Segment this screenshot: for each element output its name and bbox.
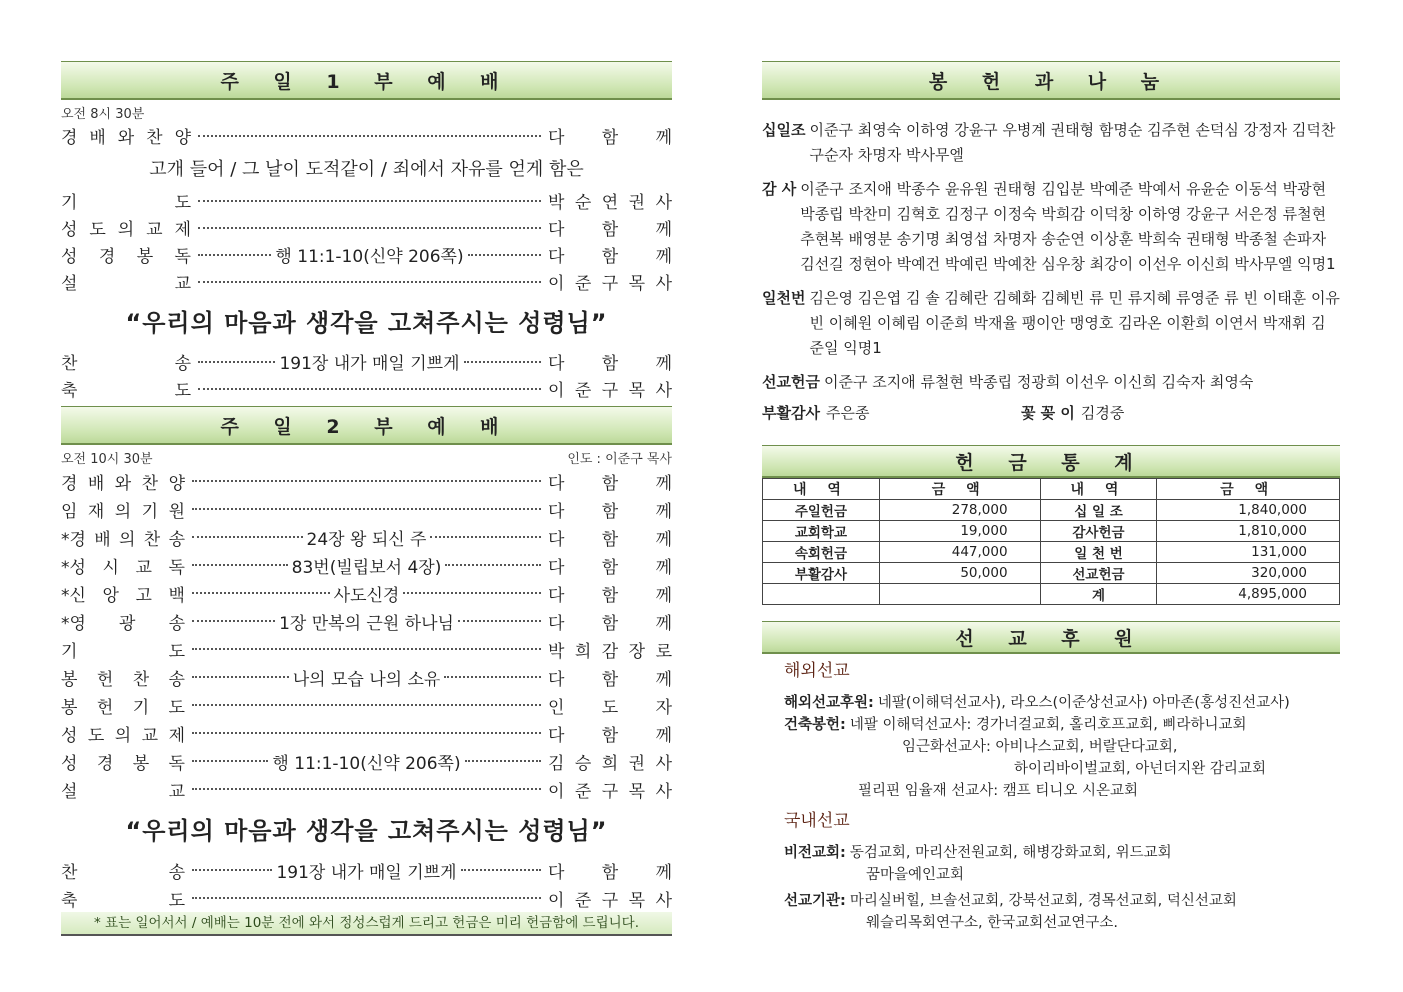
order-label: 찬 송 (61, 354, 191, 374)
order-detail: 행 11:1-10(신약 206쪽) (275, 247, 464, 267)
order-row (61, 214, 672, 241)
build-offering (762, 714, 1340, 736)
order-person: 이 준 구 목 사 (548, 890, 672, 911)
order-row (61, 856, 672, 884)
service1-rows-a (61, 122, 672, 149)
vision-churches (762, 842, 1340, 864)
order-person: 김 승 희 권 사 (548, 753, 672, 774)
order-person: 다 함 께 (548, 354, 672, 374)
stats-amount (879, 584, 1040, 605)
order-person: 다 함 께 (548, 725, 672, 746)
table-row (763, 584, 1340, 605)
order-row (61, 551, 672, 579)
order-person: 다 함 께 (548, 529, 672, 550)
order-label: 봉 헌 찬 송 (61, 669, 185, 690)
table-row (763, 542, 1340, 563)
offering-column (762, 61, 1340, 934)
service1-title: 주 일 1 부 예 배 (61, 61, 672, 100)
vision-line1: 동검교회, 마리산전원교회, 해병강화교회, 위드교회 (849, 845, 1172, 861)
order-row (61, 122, 672, 149)
offering-group (762, 177, 1340, 277)
offering-title: 봉 헌 과 나 눔 (762, 61, 1340, 100)
offering-group-names: 이준구 조지애 류철현 박종립 정광희 이선우 이신희 김숙자 최영숙 (823, 373, 1254, 391)
order-row (61, 495, 672, 523)
stats-item: 주일헌금 (763, 500, 880, 521)
service2-rows-end (61, 856, 672, 912)
stats-item: 감사헌금 (1040, 521, 1157, 542)
order-person: 이 준 구 목 사 (548, 781, 672, 802)
overseas-heading: 해외선교 (784, 661, 850, 681)
order-detail: 1장 만복의 근원 하나님 (279, 613, 454, 634)
stats-item: 부활감사 (763, 563, 880, 584)
order-label: 봉 헌 기 도 (61, 697, 185, 718)
stats-header: 금 액 (879, 479, 1040, 500)
order-label: 기 도 (61, 193, 191, 213)
order-detail: 나의 모습 나의 소유 (292, 669, 441, 690)
mission-section (762, 660, 1340, 934)
order-row (61, 719, 672, 747)
order-person: 다 함 께 (548, 501, 672, 522)
stats-item: 속회헌금 (763, 542, 880, 563)
stats-amount: 131,000 (1157, 542, 1340, 563)
overseas-support-label: 해외선교후원: (784, 695, 874, 711)
order-label: *신 앙 고 백 (61, 585, 185, 606)
order-person: 다 함 께 (548, 247, 672, 267)
stats-header: 내 역 (763, 479, 880, 500)
order-label: 경 배 와 찬 양 (61, 473, 185, 494)
overseas-support-text: 네팔(이해덕선교사), 라오스(이준상선교사) 아마존(홍성진선교사) (877, 695, 1290, 711)
stats-header: 금 액 (1157, 479, 1340, 500)
order-detail: 행 11:1-10(신약 206쪽) (272, 753, 461, 774)
order-row (61, 579, 672, 607)
vision-label: 비전교회: (784, 845, 846, 861)
offering-group-label: 일천번 (762, 289, 806, 307)
service2-header (61, 448, 672, 467)
order-label: 임 재 의 기 원 (61, 501, 185, 522)
order-person: 이 준 구 목 사 (548, 381, 672, 401)
offering-group-names: 이준구 조지애 박종수 윤유원 권태형 김입분 박예준 박예서 유윤순 이동석 박광현 박종립 박찬미 김혁호 김정구 이정숙 박희감 이덕창 이하영 강윤구 서은정 류철현 추현복 배영분 송기명 최영섭 차명자 송순연 이상훈 박희숙 권태형 박종철 손파자 김선길 정현아 박예건 박예린 박예찬 심우창 최강이 이선우 이신희 박사무엘 익명1 (800, 180, 1336, 273)
worship-note: * 표는 일어서서 / 예배는 10분 전에 와서 정성스럽게 드리고 헌금은 미리 헌금함에 드립니다. (61, 912, 672, 936)
order-row (61, 775, 672, 803)
order-label: 성 도 의 교 제 (61, 725, 185, 746)
order-label: *경 배 의 찬 송 (61, 529, 185, 550)
order-person: 이 준 구 목 사 (548, 274, 672, 294)
build-line4: 필리핀 임율재 선교사: 캠프 티니오 시온교회 (858, 783, 1139, 799)
order-row (61, 663, 672, 691)
flower-names: 김경중 (1080, 404, 1125, 422)
stats-item: 십 일 조 (1040, 500, 1157, 521)
order-person: 다 함 께 (548, 669, 672, 690)
stats-amount: 320,000 (1157, 563, 1340, 584)
offering-group-label: 감 사 (762, 180, 797, 198)
offering-group (762, 370, 1340, 395)
service1-rows-c (61, 348, 672, 402)
order-person: 다 함 께 (548, 585, 672, 606)
stats-amount: 4,895,000 (1157, 584, 1340, 605)
order-label: 기 도 (61, 641, 185, 662)
table-row (763, 500, 1340, 521)
order-row (61, 691, 672, 719)
stats-amount: 19,000 (879, 521, 1040, 542)
stats-amount: 278,000 (879, 500, 1040, 521)
order-person: 인 도 자 (548, 697, 672, 718)
offering-group-names: 이준구 최영숙 이하영 강윤구 우병계 권태형 함명순 김주현 손덕심 강정자 김덕찬 구순자 차명자 박사무엘 (809, 121, 1336, 164)
org-line2: 웨슬리목회연구소, 한국교회선교연구소. (866, 915, 1118, 931)
order-person: 박 순 연 권 사 (548, 193, 672, 213)
table-row (763, 563, 1340, 584)
order-label: 성 경 봉 독 (61, 247, 191, 267)
offering-group-label: 십일조 (762, 121, 806, 139)
order-detail: 191장 내가 매일 기쁘게 (276, 862, 457, 883)
order-person: 다 함 께 (548, 220, 672, 240)
order-row (61, 348, 672, 375)
service1-time: 오전 8시 30분 (61, 107, 145, 122)
stats-amount: 447,000 (879, 542, 1040, 563)
org-line1: 마리실버힐, 브솔선교회, 강북선교회, 경목선교회, 덕신선교회 (849, 893, 1237, 909)
order-row (61, 375, 672, 402)
order-row (61, 884, 672, 912)
order-row (61, 241, 672, 268)
order-label: 찬 송 (61, 862, 185, 883)
offering-list (762, 118, 1340, 395)
service2-rows (61, 467, 672, 803)
order-person: 다 함 께 (548, 128, 672, 148)
mission-title: 선 교 후 원 (762, 621, 1340, 654)
stats-item: 교회학교 (763, 521, 880, 542)
offering-stats-table (762, 478, 1340, 605)
order-row (61, 523, 672, 551)
order-row (61, 467, 672, 495)
order-label: 성 경 봉 독 (61, 753, 185, 774)
order-label: 축 도 (61, 381, 191, 401)
flower-label: 꽃 꽂 이 (1020, 404, 1075, 422)
stats-item (763, 584, 880, 605)
hymns-line: 고개 들어 / 그 날이 도적같이 / 죄에서 자유를 얻게 함은 (149, 159, 584, 180)
order-person: 다 함 께 (548, 613, 672, 634)
order-label: 축 도 (61, 890, 185, 911)
overseas-support (762, 692, 1340, 714)
order-detail: 사도신경 (333, 585, 400, 606)
easter-label: 부활감사 (762, 404, 820, 422)
service2-leader: 인도 : 이준구 목사 (567, 452, 672, 467)
order-row (61, 747, 672, 775)
service1-sermon-title: “우리의 마음과 생각을 고쳐주시는 성령님” (125, 309, 608, 337)
offering-group-label: 선교헌금 (762, 373, 820, 391)
order-label: 설 교 (61, 274, 191, 294)
worship-column (61, 61, 672, 936)
order-label: *성 시 교 독 (61, 557, 185, 578)
order-row (61, 187, 672, 214)
stats-item: 선교헌금 (1040, 563, 1157, 584)
table-row (763, 521, 1340, 542)
order-detail: 83번(빌립보서 4장) (291, 557, 442, 578)
offering-group (762, 286, 1340, 361)
order-detail: 191장 내가 매일 기쁘게 (279, 354, 460, 374)
order-label: 설 교 (61, 781, 185, 802)
service2-title: 주 일 2 부 예 배 (61, 406, 672, 445)
order-row (61, 635, 672, 663)
stats-amount: 1,810,000 (1157, 521, 1340, 542)
order-label: *영 광 송 (61, 613, 185, 634)
stats-amount: 50,000 (879, 563, 1040, 584)
order-row (61, 268, 672, 295)
build-line3: 하이리바이벌교회, 아넌더지완 감리교회 (1014, 761, 1266, 777)
stats-header: 내 역 (1040, 479, 1157, 500)
order-person: 다 함 께 (548, 473, 672, 494)
order-row (61, 607, 672, 635)
org-label: 선교기관: (784, 893, 846, 909)
service2-time: 오전 10시 30분 (61, 452, 153, 467)
stats-title: 헌 금 통 계 (762, 445, 1340, 478)
order-label: 경 배 와 찬 양 (61, 128, 191, 148)
order-person: 다 함 께 (548, 557, 672, 578)
service1-rows-b (61, 187, 672, 295)
order-label: 성 도 의 교 제 (61, 220, 191, 240)
stats-item: 계 (1040, 584, 1157, 605)
offering-group (762, 118, 1340, 168)
order-person: 박 희 감 장 로 (548, 641, 672, 662)
vision-line2: 꿈마을예인교회 (866, 867, 965, 883)
build-line2: 임근화선교사: 아비나스교회, 버랄단다교회, (902, 739, 1178, 755)
easter-names: 주은종 (825, 404, 870, 422)
service2-sermon-title: “우리의 마음과 생각을 고쳐주시는 성령님” (125, 817, 608, 845)
offering-extra (762, 402, 1340, 423)
build-line1: 네팔 이해덕선교사: 경가너걸교회, 홀리호프교회, 삐라하니교회 (849, 717, 1247, 733)
domestic-heading: 국내선교 (784, 811, 850, 831)
stats-amount: 1,840,000 (1157, 500, 1340, 521)
order-person: 다 함 께 (548, 862, 672, 883)
order-detail: 24장 왕 되신 주 (306, 529, 427, 550)
build-label: 건축봉헌: (784, 717, 846, 733)
mission-orgs (762, 890, 1340, 912)
offering-group-names: 김은영 김은엽 김 솔 김혜란 김혜화 김혜빈 류 민 류지혜 류영준 류 빈 이태훈 이유빈 이혜원 이혜림 이준희 박재율 팽이안 맹영호 김라온 이환희 이연서 박재휘 김준일 익명1 (809, 289, 1340, 357)
stats-item: 일 천 번 (1040, 542, 1157, 563)
